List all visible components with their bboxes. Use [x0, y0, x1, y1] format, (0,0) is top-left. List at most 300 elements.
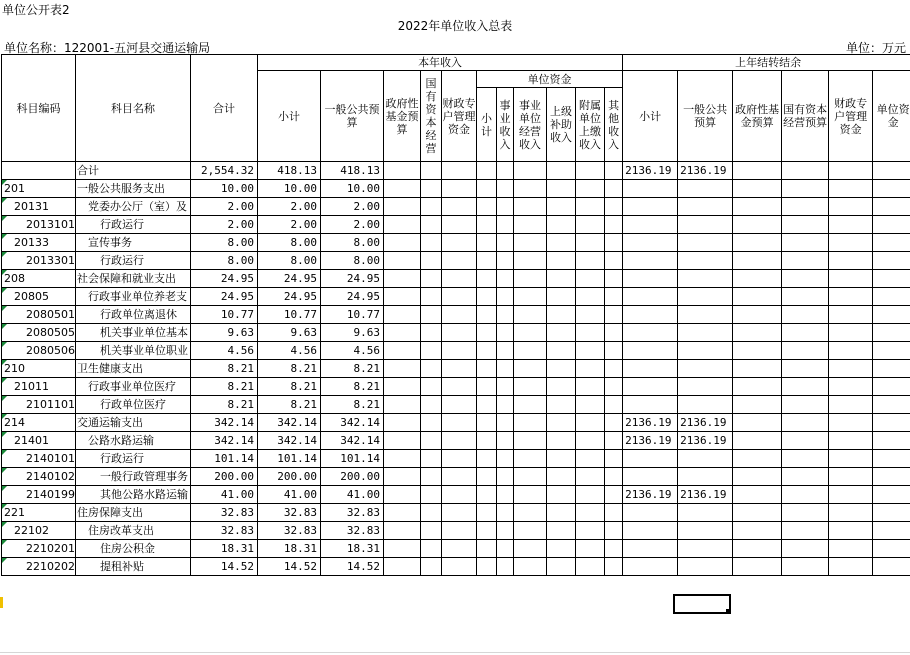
- cell-empty[interactable]: [873, 342, 910, 360]
- cell-empty[interactable]: [477, 324, 497, 342]
- cell-name[interactable]: 住房公积金: [76, 540, 191, 558]
- cell-name[interactable]: 宣传事务: [76, 234, 191, 252]
- cell-empty[interactable]: [497, 540, 514, 558]
- cell-subtotal[interactable]: 8.21: [258, 378, 321, 396]
- cell-empty[interactable]: [733, 342, 782, 360]
- cell-empty[interactable]: [547, 468, 576, 486]
- cell-empty[interactable]: [384, 432, 421, 450]
- cell-empty[interactable]: [514, 288, 547, 306]
- cell-code[interactable]: 20131: [2, 198, 76, 216]
- cell-empty[interactable]: [421, 522, 442, 540]
- cell-subtotal[interactable]: 32.83: [258, 522, 321, 540]
- cell-empty[interactable]: [576, 342, 605, 360]
- cell-empty[interactable]: [497, 324, 514, 342]
- cell-empty[interactable]: [421, 360, 442, 378]
- cell-empty[interactable]: [384, 234, 421, 252]
- cell-name[interactable]: 机关事业单位基本: [76, 324, 191, 342]
- cell-empty[interactable]: [547, 324, 576, 342]
- cell-empty[interactable]: [576, 504, 605, 522]
- cell-total[interactable]: 32.83: [191, 504, 258, 522]
- cell-empty[interactable]: [384, 414, 421, 432]
- cell-empty[interactable]: [605, 450, 623, 468]
- cell-code[interactable]: 2013301: [2, 252, 76, 270]
- cell-subtotal[interactable]: 8.00: [258, 252, 321, 270]
- cell-empty[interactable]: [605, 486, 623, 504]
- cell-empty[interactable]: [782, 450, 829, 468]
- cell-empty[interactable]: [442, 378, 477, 396]
- cell-subtotal[interactable]: 9.63: [258, 324, 321, 342]
- cell-empty[interactable]: [477, 180, 497, 198]
- cell-empty[interactable]: [442, 468, 477, 486]
- cell-empty[interactable]: [547, 306, 576, 324]
- cell-empty[interactable]: [547, 342, 576, 360]
- cell-empty[interactable]: [782, 360, 829, 378]
- cell-empty[interactable]: [733, 360, 782, 378]
- cell-empty[interactable]: [514, 486, 547, 504]
- cell-co-subtotal[interactable]: [623, 252, 678, 270]
- cell-empty[interactable]: [384, 288, 421, 306]
- cell-empty[interactable]: [733, 162, 782, 180]
- cell-empty[interactable]: [384, 522, 421, 540]
- cell-empty[interactable]: [497, 558, 514, 576]
- cell-empty[interactable]: [605, 522, 623, 540]
- cell-empty[interactable]: [421, 414, 442, 432]
- cell-empty[interactable]: [829, 342, 873, 360]
- cell-co-general[interactable]: [678, 396, 733, 414]
- cell-total[interactable]: 2.00: [191, 198, 258, 216]
- cell-empty[interactable]: [547, 270, 576, 288]
- cell-empty[interactable]: [605, 270, 623, 288]
- cell-empty[interactable]: [497, 234, 514, 252]
- cell-co-general[interactable]: [678, 234, 733, 252]
- cell-name[interactable]: 提租补贴: [76, 558, 191, 576]
- cell-empty[interactable]: [605, 234, 623, 252]
- cell-total[interactable]: 18.31: [191, 540, 258, 558]
- cell-empty[interactable]: [442, 558, 477, 576]
- cell-empty[interactable]: [733, 378, 782, 396]
- cell-general-budget[interactable]: 8.00: [321, 252, 384, 270]
- cell-subtotal[interactable]: 101.14: [258, 450, 321, 468]
- cell-general-budget[interactable]: 200.00: [321, 468, 384, 486]
- cell-name[interactable]: 行政运行: [76, 252, 191, 270]
- cell-subtotal[interactable]: 41.00: [258, 486, 321, 504]
- cell-empty[interactable]: [605, 342, 623, 360]
- cell-empty[interactable]: [477, 450, 497, 468]
- cell-general-budget[interactable]: 24.95: [321, 270, 384, 288]
- cell-empty[interactable]: [782, 216, 829, 234]
- cell-co-subtotal[interactable]: 2136.19: [623, 162, 678, 180]
- cell-empty[interactable]: [733, 252, 782, 270]
- cell-co-general[interactable]: [678, 216, 733, 234]
- cell-code[interactable]: 2210202: [2, 558, 76, 576]
- cell-co-general[interactable]: 2136.19: [678, 162, 733, 180]
- cell-empty[interactable]: [733, 540, 782, 558]
- cell-empty[interactable]: [477, 198, 497, 216]
- cell-co-general[interactable]: [678, 450, 733, 468]
- cell-empty[interactable]: [547, 414, 576, 432]
- cell-co-subtotal[interactable]: [623, 216, 678, 234]
- cell-co-general[interactable]: 2136.19: [678, 486, 733, 504]
- cell-empty[interactable]: [576, 414, 605, 432]
- cell-name[interactable]: 卫生健康支出: [76, 360, 191, 378]
- cell-empty[interactable]: [514, 378, 547, 396]
- cell-empty[interactable]: [442, 432, 477, 450]
- cell-empty[interactable]: [605, 306, 623, 324]
- cell-total[interactable]: 10.00: [191, 180, 258, 198]
- cell-name[interactable]: 其他公路水路运输: [76, 486, 191, 504]
- cell-subtotal[interactable]: 10.77: [258, 306, 321, 324]
- cell-general-budget[interactable]: 10.77: [321, 306, 384, 324]
- cell-empty[interactable]: [733, 486, 782, 504]
- cell-empty[interactable]: [514, 468, 547, 486]
- cell-name[interactable]: 行政事业单位养老支: [76, 288, 191, 306]
- cell-code[interactable]: 221: [2, 504, 76, 522]
- cell-empty[interactable]: [576, 540, 605, 558]
- cell-empty[interactable]: [442, 324, 477, 342]
- cell-empty[interactable]: [514, 270, 547, 288]
- cell-code[interactable]: 2080501: [2, 306, 76, 324]
- cell-subtotal[interactable]: 2.00: [258, 216, 321, 234]
- cell-empty[interactable]: [782, 540, 829, 558]
- cell-empty[interactable]: [497, 252, 514, 270]
- cell-co-subtotal[interactable]: [623, 234, 678, 252]
- cell-empty[interactable]: [873, 234, 910, 252]
- cell-general-budget[interactable]: 4.56: [321, 342, 384, 360]
- cell-subtotal[interactable]: 8.21: [258, 360, 321, 378]
- cell-empty[interactable]: [421, 432, 442, 450]
- cell-co-general[interactable]: [678, 468, 733, 486]
- cell-general-budget[interactable]: 8.21: [321, 360, 384, 378]
- cell-empty[interactable]: [442, 504, 477, 522]
- cell-empty[interactable]: [829, 324, 873, 342]
- cell-empty[interactable]: [384, 198, 421, 216]
- cell-empty[interactable]: [873, 198, 910, 216]
- cell-empty[interactable]: [829, 414, 873, 432]
- cell-empty[interactable]: [829, 378, 873, 396]
- cell-empty[interactable]: [782, 288, 829, 306]
- cell-general-budget[interactable]: 18.31: [321, 540, 384, 558]
- cell-empty[interactable]: [477, 486, 497, 504]
- cell-empty[interactable]: [477, 396, 497, 414]
- cell-empty[interactable]: [384, 396, 421, 414]
- cell-empty[interactable]: [442, 540, 477, 558]
- cell-empty[interactable]: [873, 360, 910, 378]
- cell-total[interactable]: 8.21: [191, 360, 258, 378]
- cell-empty[interactable]: [576, 360, 605, 378]
- cell-empty[interactable]: [384, 252, 421, 270]
- cell-total[interactable]: 342.14: [191, 432, 258, 450]
- cell-name[interactable]: 住房保障支出: [76, 504, 191, 522]
- cell-co-subtotal[interactable]: [623, 306, 678, 324]
- cell-empty[interactable]: [605, 468, 623, 486]
- cell-empty[interactable]: [442, 288, 477, 306]
- cell-empty[interactable]: [497, 396, 514, 414]
- cell-empty[interactable]: [733, 216, 782, 234]
- cell-empty[interactable]: [733, 180, 782, 198]
- cell-empty[interactable]: [782, 198, 829, 216]
- cell-empty[interactable]: [384, 162, 421, 180]
- cell-subtotal[interactable]: 342.14: [258, 432, 321, 450]
- cell-empty[interactable]: [605, 198, 623, 216]
- cell-co-subtotal[interactable]: [623, 324, 678, 342]
- cell-total[interactable]: 8.00: [191, 252, 258, 270]
- cell-empty[interactable]: [547, 486, 576, 504]
- cell-empty[interactable]: [873, 180, 910, 198]
- cell-empty[interactable]: [477, 414, 497, 432]
- cell-empty[interactable]: [421, 378, 442, 396]
- cell-empty[interactable]: [873, 162, 910, 180]
- cell-empty[interactable]: [605, 252, 623, 270]
- cell-subtotal[interactable]: 8.00: [258, 234, 321, 252]
- cell-empty[interactable]: [576, 432, 605, 450]
- cell-total[interactable]: 32.83: [191, 522, 258, 540]
- cell-code[interactable]: 22102: [2, 522, 76, 540]
- cell-total[interactable]: 4.56: [191, 342, 258, 360]
- cell-empty[interactable]: [514, 504, 547, 522]
- cell-empty[interactable]: [477, 468, 497, 486]
- cell-empty[interactable]: [421, 396, 442, 414]
- cell-empty[interactable]: [384, 540, 421, 558]
- cell-empty[interactable]: [384, 342, 421, 360]
- cell-total[interactable]: 200.00: [191, 468, 258, 486]
- cell-empty[interactable]: [514, 558, 547, 576]
- cell-empty[interactable]: [497, 486, 514, 504]
- cell-empty[interactable]: [547, 558, 576, 576]
- cell-empty[interactable]: [873, 414, 910, 432]
- cell-code[interactable]: 2140101: [2, 450, 76, 468]
- cell-empty[interactable]: [576, 558, 605, 576]
- cell-empty[interactable]: [547, 252, 576, 270]
- cell-empty[interactable]: [421, 288, 442, 306]
- cell-co-subtotal[interactable]: 2136.19: [623, 486, 678, 504]
- cell-empty[interactable]: [442, 342, 477, 360]
- cell-code[interactable]: 2140102: [2, 468, 76, 486]
- cell-empty[interactable]: [782, 324, 829, 342]
- cell-general-budget[interactable]: 342.14: [321, 414, 384, 432]
- cell-total[interactable]: 8.21: [191, 378, 258, 396]
- cell-co-subtotal[interactable]: [623, 540, 678, 558]
- cell-empty[interactable]: [733, 270, 782, 288]
- cell-co-subtotal[interactable]: [623, 360, 678, 378]
- cell-empty[interactable]: [477, 360, 497, 378]
- cell-subtotal[interactable]: 4.56: [258, 342, 321, 360]
- cell-empty[interactable]: [576, 450, 605, 468]
- cell-co-general[interactable]: 2136.19: [678, 414, 733, 432]
- cell-code[interactable]: 201: [2, 180, 76, 198]
- cell-empty[interactable]: [421, 540, 442, 558]
- cell-empty[interactable]: [547, 198, 576, 216]
- cell-empty[interactable]: [477, 306, 497, 324]
- cell-empty[interactable]: [873, 504, 910, 522]
- cell-empty[interactable]: [477, 162, 497, 180]
- cell-empty[interactable]: [829, 450, 873, 468]
- cell-co-general[interactable]: [678, 270, 733, 288]
- cell-empty[interactable]: [605, 540, 623, 558]
- cell-co-subtotal[interactable]: [623, 450, 678, 468]
- cell-co-general[interactable]: [678, 342, 733, 360]
- cell-empty[interactable]: [442, 522, 477, 540]
- cell-co-general[interactable]: [678, 540, 733, 558]
- cell-code[interactable]: 20805: [2, 288, 76, 306]
- cell-co-general[interactable]: [678, 360, 733, 378]
- cell-name[interactable]: 合计: [76, 162, 191, 180]
- cell-empty[interactable]: [547, 396, 576, 414]
- cell-general-budget[interactable]: 101.14: [321, 450, 384, 468]
- cell-empty[interactable]: [514, 396, 547, 414]
- cell-empty[interactable]: [782, 468, 829, 486]
- cell-co-general[interactable]: [678, 180, 733, 198]
- cell-empty[interactable]: [497, 432, 514, 450]
- cell-empty[interactable]: [782, 342, 829, 360]
- cell-empty[interactable]: [829, 432, 873, 450]
- cell-empty[interactable]: [873, 558, 910, 576]
- cell-empty[interactable]: [514, 342, 547, 360]
- cell-empty[interactable]: [514, 180, 547, 198]
- cell-empty[interactable]: [497, 450, 514, 468]
- cell-empty[interactable]: [873, 540, 910, 558]
- cell-subtotal[interactable]: 14.52: [258, 558, 321, 576]
- cell-co-general[interactable]: 2136.19: [678, 432, 733, 450]
- cell-code[interactable]: 2080506: [2, 342, 76, 360]
- cell-empty[interactable]: [873, 486, 910, 504]
- cell-empty[interactable]: [576, 468, 605, 486]
- cell-empty[interactable]: [873, 252, 910, 270]
- cell-empty[interactable]: [497, 216, 514, 234]
- cell-total[interactable]: 24.95: [191, 288, 258, 306]
- cell-empty[interactable]: [829, 180, 873, 198]
- cell-total[interactable]: 8.21: [191, 396, 258, 414]
- cell-co-subtotal[interactable]: [623, 198, 678, 216]
- cell-selection[interactable]: [673, 594, 731, 614]
- cell-co-subtotal[interactable]: [623, 504, 678, 522]
- cell-name[interactable]: 交通运输支出: [76, 414, 191, 432]
- cell-general-budget[interactable]: 32.83: [321, 522, 384, 540]
- cell-empty[interactable]: [547, 360, 576, 378]
- cell-empty[interactable]: [384, 270, 421, 288]
- cell-empty[interactable]: [829, 234, 873, 252]
- cell-total[interactable]: 2,554.32: [191, 162, 258, 180]
- cell-empty[interactable]: [514, 414, 547, 432]
- cell-subtotal[interactable]: 8.21: [258, 396, 321, 414]
- cell-empty[interactable]: [497, 198, 514, 216]
- cell-empty[interactable]: [547, 378, 576, 396]
- cell-empty[interactable]: [873, 270, 910, 288]
- cell-empty[interactable]: [829, 306, 873, 324]
- cell-empty[interactable]: [442, 306, 477, 324]
- cell-code[interactable]: 208: [2, 270, 76, 288]
- cell-co-general[interactable]: [678, 306, 733, 324]
- cell-subtotal[interactable]: 2.00: [258, 198, 321, 216]
- cell-co-subtotal[interactable]: 2136.19: [623, 414, 678, 432]
- cell-empty[interactable]: [384, 504, 421, 522]
- cell-code[interactable]: 20133: [2, 234, 76, 252]
- cell-empty[interactable]: [829, 216, 873, 234]
- cell-empty[interactable]: [605, 216, 623, 234]
- cell-empty[interactable]: [442, 234, 477, 252]
- cell-empty[interactable]: [733, 504, 782, 522]
- cell-empty[interactable]: [733, 324, 782, 342]
- cell-empty[interactable]: [547, 216, 576, 234]
- cell-empty[interactable]: [497, 360, 514, 378]
- cell-empty[interactable]: [733, 306, 782, 324]
- cell-empty[interactable]: [497, 468, 514, 486]
- cell-empty[interactable]: [384, 378, 421, 396]
- cell-empty[interactable]: [477, 432, 497, 450]
- cell-empty[interactable]: [873, 306, 910, 324]
- cell-empty[interactable]: [384, 360, 421, 378]
- cell-empty[interactable]: [547, 234, 576, 252]
- cell-general-budget[interactable]: 8.21: [321, 378, 384, 396]
- cell-empty[interactable]: [873, 432, 910, 450]
- cell-subtotal[interactable]: 32.83: [258, 504, 321, 522]
- cell-empty[interactable]: [829, 468, 873, 486]
- cell-empty[interactable]: [547, 450, 576, 468]
- cell-empty[interactable]: [384, 468, 421, 486]
- cell-total[interactable]: 10.77: [191, 306, 258, 324]
- cell-empty[interactable]: [829, 522, 873, 540]
- cell-total[interactable]: 342.14: [191, 414, 258, 432]
- cell-empty[interactable]: [421, 252, 442, 270]
- cell-empty[interactable]: [605, 324, 623, 342]
- cell-total[interactable]: 8.00: [191, 234, 258, 252]
- cell-co-general[interactable]: [678, 522, 733, 540]
- cell-code[interactable]: 2013101: [2, 216, 76, 234]
- cell-empty[interactable]: [514, 540, 547, 558]
- cell-total[interactable]: 41.00: [191, 486, 258, 504]
- cell-co-subtotal[interactable]: [623, 522, 678, 540]
- cell-empty[interactable]: [384, 180, 421, 198]
- cell-empty[interactable]: [782, 486, 829, 504]
- cell-empty[interactable]: [733, 234, 782, 252]
- cell-empty[interactable]: [829, 486, 873, 504]
- cell-co-subtotal[interactable]: [623, 378, 678, 396]
- cell-empty[interactable]: [829, 504, 873, 522]
- cell-code[interactable]: 210: [2, 360, 76, 378]
- cell-empty[interactable]: [547, 180, 576, 198]
- cell-empty[interactable]: [733, 558, 782, 576]
- cell-empty[interactable]: [514, 198, 547, 216]
- cell-empty[interactable]: [384, 450, 421, 468]
- cell-co-subtotal[interactable]: [623, 342, 678, 360]
- cell-empty[interactable]: [547, 522, 576, 540]
- cell-co-subtotal[interactable]: [623, 396, 678, 414]
- cell-empty[interactable]: [576, 378, 605, 396]
- cell-empty[interactable]: [497, 342, 514, 360]
- cell-co-subtotal[interactable]: 2136.19: [623, 432, 678, 450]
- cell-empty[interactable]: [442, 252, 477, 270]
- cell-empty[interactable]: [829, 198, 873, 216]
- cell-co-subtotal[interactable]: [623, 288, 678, 306]
- cell-general-budget[interactable]: 8.21: [321, 396, 384, 414]
- cell-general-budget[interactable]: 2.00: [321, 198, 384, 216]
- cell-name[interactable]: 行政运行: [76, 450, 191, 468]
- cell-empty[interactable]: [576, 198, 605, 216]
- cell-empty[interactable]: [442, 486, 477, 504]
- cell-empty[interactable]: [829, 270, 873, 288]
- cell-empty[interactable]: [384, 324, 421, 342]
- cell-empty[interactable]: [733, 522, 782, 540]
- cell-empty[interactable]: [782, 522, 829, 540]
- cell-empty[interactable]: [477, 540, 497, 558]
- cell-empty[interactable]: [384, 558, 421, 576]
- cell-empty[interactable]: [477, 342, 497, 360]
- cell-co-subtotal[interactable]: [623, 468, 678, 486]
- cell-empty[interactable]: [477, 270, 497, 288]
- cell-code[interactable]: 214: [2, 414, 76, 432]
- cell-empty[interactable]: [442, 180, 477, 198]
- cell-empty[interactable]: [782, 252, 829, 270]
- cell-empty[interactable]: [576, 306, 605, 324]
